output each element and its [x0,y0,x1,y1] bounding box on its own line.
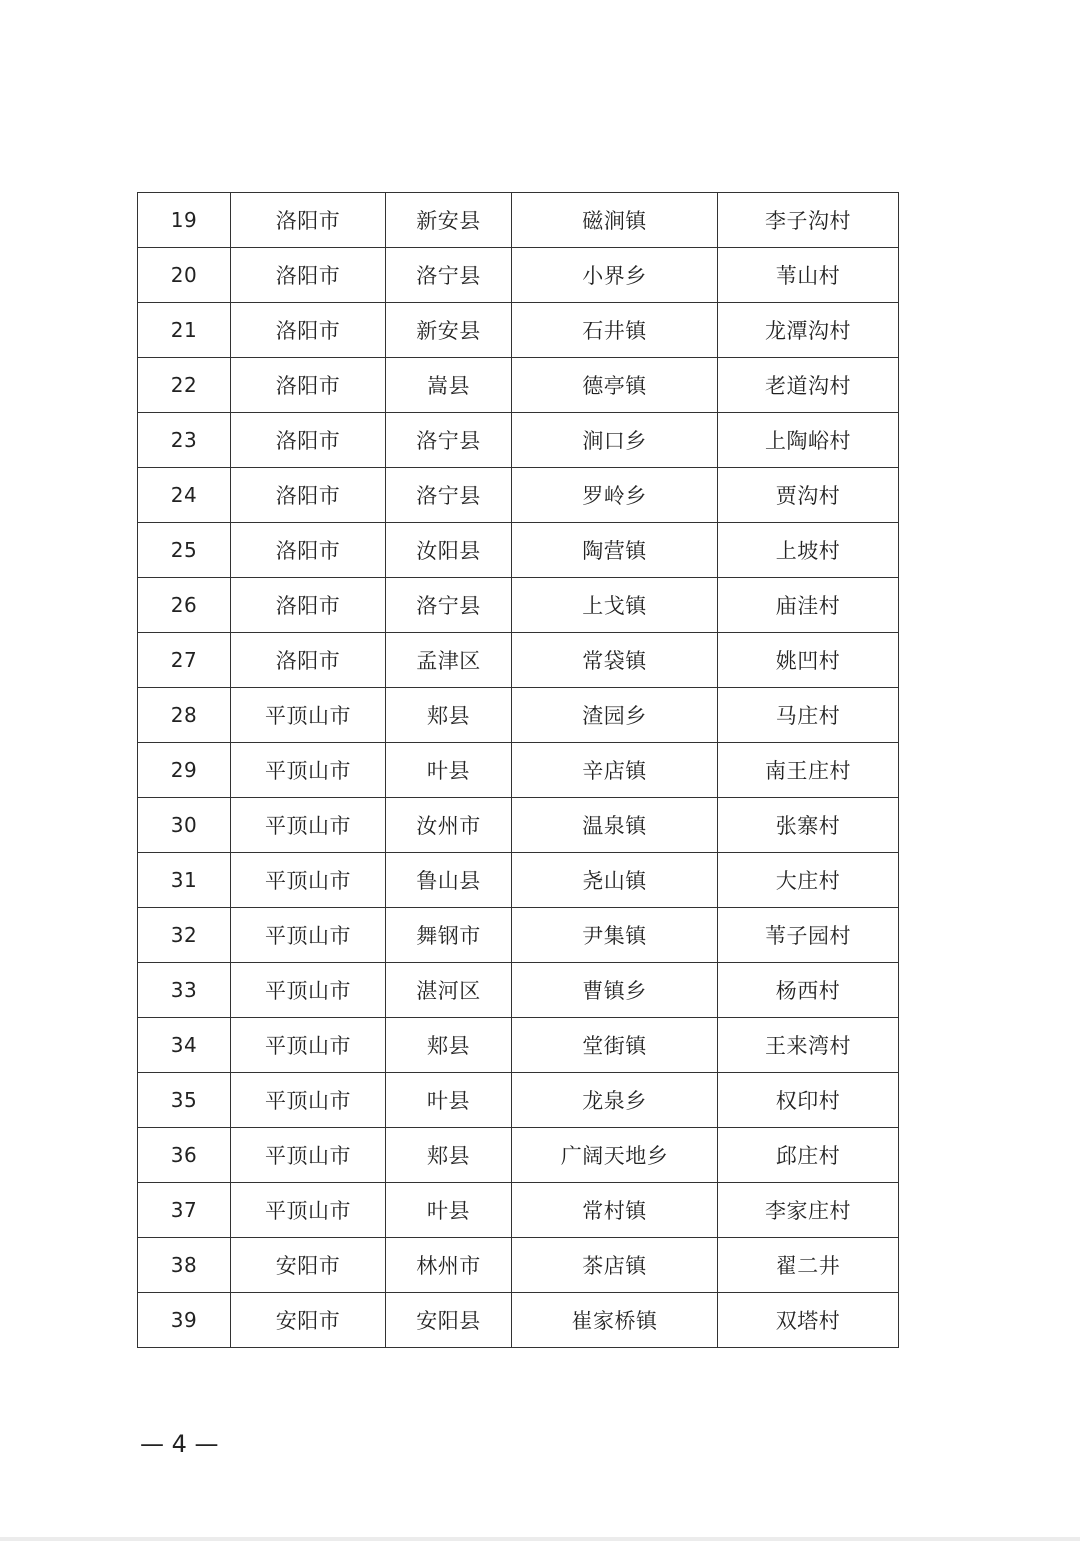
cell-town: 德亭镇 [512,358,718,413]
cell-town: 渣园乡 [512,688,718,743]
cell-county: 湛河区 [386,963,512,1018]
cell-village: 翟二井 [718,1238,899,1293]
cell-county: 叶县 [386,743,512,798]
cell-number: 23 [138,413,231,468]
cell-town: 陶营镇 [512,523,718,578]
cell-number: 33 [138,963,231,1018]
cell-city: 安阳市 [231,1293,386,1348]
cell-county: 叶县 [386,1073,512,1128]
cell-city: 洛阳市 [231,193,386,248]
table-row [138,578,899,633]
table-row [138,963,899,1018]
cell-village: 苇山村 [718,248,899,303]
cell-village: 上陶峪村 [718,413,899,468]
cell-county: 汝阳县 [386,523,512,578]
cell-county: 郏县 [386,688,512,743]
cell-county: 舞钢市 [386,908,512,963]
cell-town: 温泉镇 [512,798,718,853]
cell-number: 20 [138,248,231,303]
cell-number: 32 [138,908,231,963]
cell-number: 25 [138,523,231,578]
cell-city: 洛阳市 [231,303,386,358]
cell-city: 平顶山市 [231,743,386,798]
cell-number: 21 [138,303,231,358]
cell-county: 洛宁县 [386,578,512,633]
cell-village: 贾沟村 [718,468,899,523]
cell-county: 新安县 [386,193,512,248]
cell-city: 洛阳市 [231,633,386,688]
cell-town: 堂街镇 [512,1018,718,1073]
cell-town: 涧口乡 [512,413,718,468]
cell-town: 广阔天地乡 [512,1128,718,1183]
cell-county: 安阳县 [386,1293,512,1348]
table-row [138,1128,899,1183]
cell-city: 洛阳市 [231,248,386,303]
cell-village: 马庄村 [718,688,899,743]
cell-city: 平顶山市 [231,1073,386,1128]
cell-city: 平顶山市 [231,908,386,963]
cell-city: 平顶山市 [231,798,386,853]
table-row [138,193,899,248]
table-row [138,798,899,853]
cell-town: 尧山镇 [512,853,718,908]
cell-town: 常袋镇 [512,633,718,688]
cell-village: 苇子园村 [718,908,899,963]
cell-village: 老道沟村 [718,358,899,413]
cell-county: 汝州市 [386,798,512,853]
cell-village: 杨西村 [718,963,899,1018]
cell-number: 38 [138,1238,231,1293]
cell-village: 权印村 [718,1073,899,1128]
cell-city: 平顶山市 [231,1128,386,1183]
cell-number: 24 [138,468,231,523]
village-list-table [137,192,899,1348]
table-row [138,1073,899,1128]
cell-number: 31 [138,853,231,908]
cell-city: 平顶山市 [231,963,386,1018]
table-row [138,358,899,413]
cell-village: 李子沟村 [718,193,899,248]
cell-city: 平顶山市 [231,853,386,908]
cell-number: 29 [138,743,231,798]
cell-village: 庙洼村 [718,578,899,633]
table-row [138,688,899,743]
table-row [138,908,899,963]
cell-number: 28 [138,688,231,743]
cell-county: 洛宁县 [386,413,512,468]
cell-town: 磁涧镇 [512,193,718,248]
cell-county: 新安县 [386,303,512,358]
cell-village: 姚凹村 [718,633,899,688]
cell-town: 上戈镇 [512,578,718,633]
table-row [138,468,899,523]
table-body [138,193,899,1348]
cell-town: 茶店镇 [512,1238,718,1293]
cell-town: 小界乡 [512,248,718,303]
cell-town: 辛店镇 [512,743,718,798]
page-number: — 4 — [140,1430,219,1458]
cell-city: 洛阳市 [231,523,386,578]
cell-village: 双塔村 [718,1293,899,1348]
table-row [138,303,899,358]
table-row [138,413,899,468]
table-row [138,743,899,798]
cell-village: 邱庄村 [718,1128,899,1183]
cell-county: 嵩县 [386,358,512,413]
cell-city: 平顶山市 [231,1018,386,1073]
cell-number: 39 [138,1293,231,1348]
cell-county: 孟津区 [386,633,512,688]
cell-town: 龙泉乡 [512,1073,718,1128]
cell-county: 鲁山县 [386,853,512,908]
cell-city: 洛阳市 [231,578,386,633]
cell-county: 林州市 [386,1238,512,1293]
cell-county: 郏县 [386,1018,512,1073]
cell-number: 26 [138,578,231,633]
cell-county: 洛宁县 [386,468,512,523]
cell-village: 龙潭沟村 [718,303,899,358]
cell-number: 27 [138,633,231,688]
cell-number: 34 [138,1018,231,1073]
cell-county: 叶县 [386,1183,512,1238]
table-row [138,1238,899,1293]
cell-number: 22 [138,358,231,413]
cell-city: 洛阳市 [231,358,386,413]
cell-town: 常村镇 [512,1183,718,1238]
cell-town: 石井镇 [512,303,718,358]
cell-town: 罗岭乡 [512,468,718,523]
cell-village: 王来湾村 [718,1018,899,1073]
bottom-divider [0,1537,1080,1541]
cell-number: 30 [138,798,231,853]
cell-village: 南王庄村 [718,743,899,798]
cell-county: 洛宁县 [386,248,512,303]
cell-city: 平顶山市 [231,688,386,743]
table-row [138,633,899,688]
table-row [138,1018,899,1073]
cell-number: 19 [138,193,231,248]
table-row [138,523,899,578]
cell-city: 洛阳市 [231,413,386,468]
cell-number: 35 [138,1073,231,1128]
table-row [138,248,899,303]
cell-number: 37 [138,1183,231,1238]
cell-town: 尹集镇 [512,908,718,963]
cell-town: 崔家桥镇 [512,1293,718,1348]
cell-city: 平顶山市 [231,1183,386,1238]
cell-village: 大庄村 [718,853,899,908]
cell-village: 李家庄村 [718,1183,899,1238]
cell-number: 36 [138,1128,231,1183]
cell-town: 曹镇乡 [512,963,718,1018]
table-row [138,1293,899,1348]
cell-city: 安阳市 [231,1238,386,1293]
table-row [138,1183,899,1238]
table-row [138,853,899,908]
cell-village: 张寨村 [718,798,899,853]
cell-village: 上坡村 [718,523,899,578]
cell-county: 郏县 [386,1128,512,1183]
cell-city: 洛阳市 [231,468,386,523]
